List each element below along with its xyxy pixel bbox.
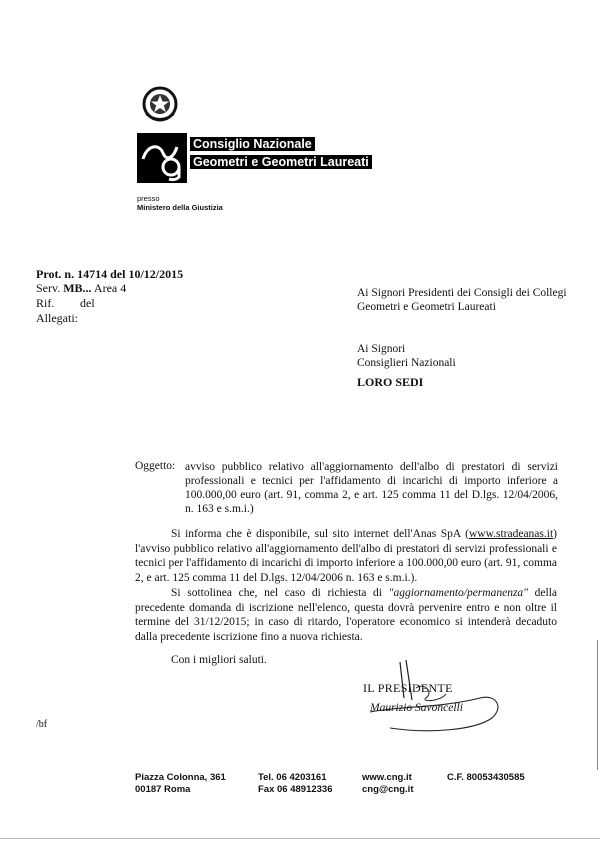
subject-label: Oggetto: <box>135 460 176 472</box>
service-prefix: Serv. <box>36 281 64 295</box>
body-p1-start: Si informa che è disponibile, sul sito internet dell'Anas SpA ( <box>171 528 469 540</box>
footer-address-line2: 00187 Roma <box>135 784 191 795</box>
ministry-label: Ministero della Giustizia <box>137 203 223 212</box>
service-line <box>36 281 126 296</box>
presso-label: presso <box>137 194 160 203</box>
reference-del: del <box>80 296 95 310</box>
footer-tel: Tel. 06 4203161 <box>258 772 327 783</box>
recipients-councillors-line2: Consiglieri Nazionali <box>357 357 456 369</box>
president-title: IL PRESIDENTE <box>363 681 453 695</box>
footer-address <box>135 772 226 796</box>
body-paragraph-1 <box>135 527 557 585</box>
protocol-number: Prot. n. 14714 del 10/12/2015 <box>36 267 184 281</box>
handwritten-signature-icon <box>360 658 510 738</box>
reference-label: Rif. <box>36 296 55 310</box>
footer-fax: Fax 06 48912336 <box>258 784 333 795</box>
body-paragraph-2 <box>135 586 557 644</box>
cng-logo-icon <box>137 133 187 183</box>
italian-republic-emblem-icon <box>142 86 178 122</box>
loro-sedi: LORO SEDI <box>357 375 424 389</box>
anas-website-link[interactable]: www.stradeanas.it <box>468 528 554 540</box>
org-name-line2: Geometri e Geometri Laureati <box>190 155 372 169</box>
attachments-label: Allegati: <box>36 311 78 325</box>
body-p1-end: ) l'avviso pubblico relativo all'aggiornamento dell'albo di prestatori di servizi professionali e tecnici per l'affidamento di incarichi di importo inferiore a 100.000,00 euro (art. 91, comma 2, e art. 125 comma 11 del D.lgs. 12/04/2006 n. 163 e s.m.i.). <box>135 528 557 584</box>
page-bottom-divider <box>0 838 600 839</box>
scan-edge-mark <box>597 640 598 770</box>
footer-email-link[interactable]: cng@cng.it <box>362 784 414 795</box>
author-initials: /bf <box>36 719 48 730</box>
subject-text: avviso pubblico relativo all'aggiornamento dell'albo di prestatori di servizi professionali e tecnici per l'affidamento di incarichi di importo inferiore a 100.000,00 euro (art. 91, comma 2, e art. 125 comma 11 del D.lgs. 12/04/2006, n. 163 e s.m.i.) <box>185 461 558 515</box>
organization-name <box>190 135 380 171</box>
footer-website-link[interactable]: www.cng.it <box>362 772 412 783</box>
footer-tax-code: C.F. 80053430585 <box>447 772 525 783</box>
reference-line <box>36 296 124 311</box>
footer-address-line1: Piazza Colonna, 361 <box>135 772 226 783</box>
service-area: Area 4 <box>91 281 127 295</box>
service-code: MB... <box>63 281 92 295</box>
org-name-line1: Consiglio Nazionale <box>190 137 315 151</box>
recipients-councillors-line1: Ai Signori <box>357 343 406 355</box>
body-p2-emphasis: "aggiornamento/permanenza" <box>388 587 528 599</box>
footer-web <box>362 772 414 796</box>
letter-body <box>135 527 557 645</box>
footer-phone <box>258 772 332 796</box>
president-name: Maurizio Savoncelli <box>370 702 463 714</box>
recipients-councillors <box>357 342 456 370</box>
body-p2-end: della precedente domanda di iscrizione nell'elenco, questa dovrà pervenire entro e non oltre il termine del 31/12/2015; in caso di ritardo, l'operatore economico si intenderà decaduto dalla precedente iscrizione fino a nuova richiesta. <box>135 587 557 643</box>
body-p2-start: Si sottolinea che, nel caso di richiesta di <box>171 587 389 599</box>
recipients-presidents: Ai Signori Presidenti dei Consigli dei Collegi Geometri e Geometri Laureati <box>357 287 567 313</box>
closing-greeting: Con i migliori saluti. <box>171 654 267 666</box>
